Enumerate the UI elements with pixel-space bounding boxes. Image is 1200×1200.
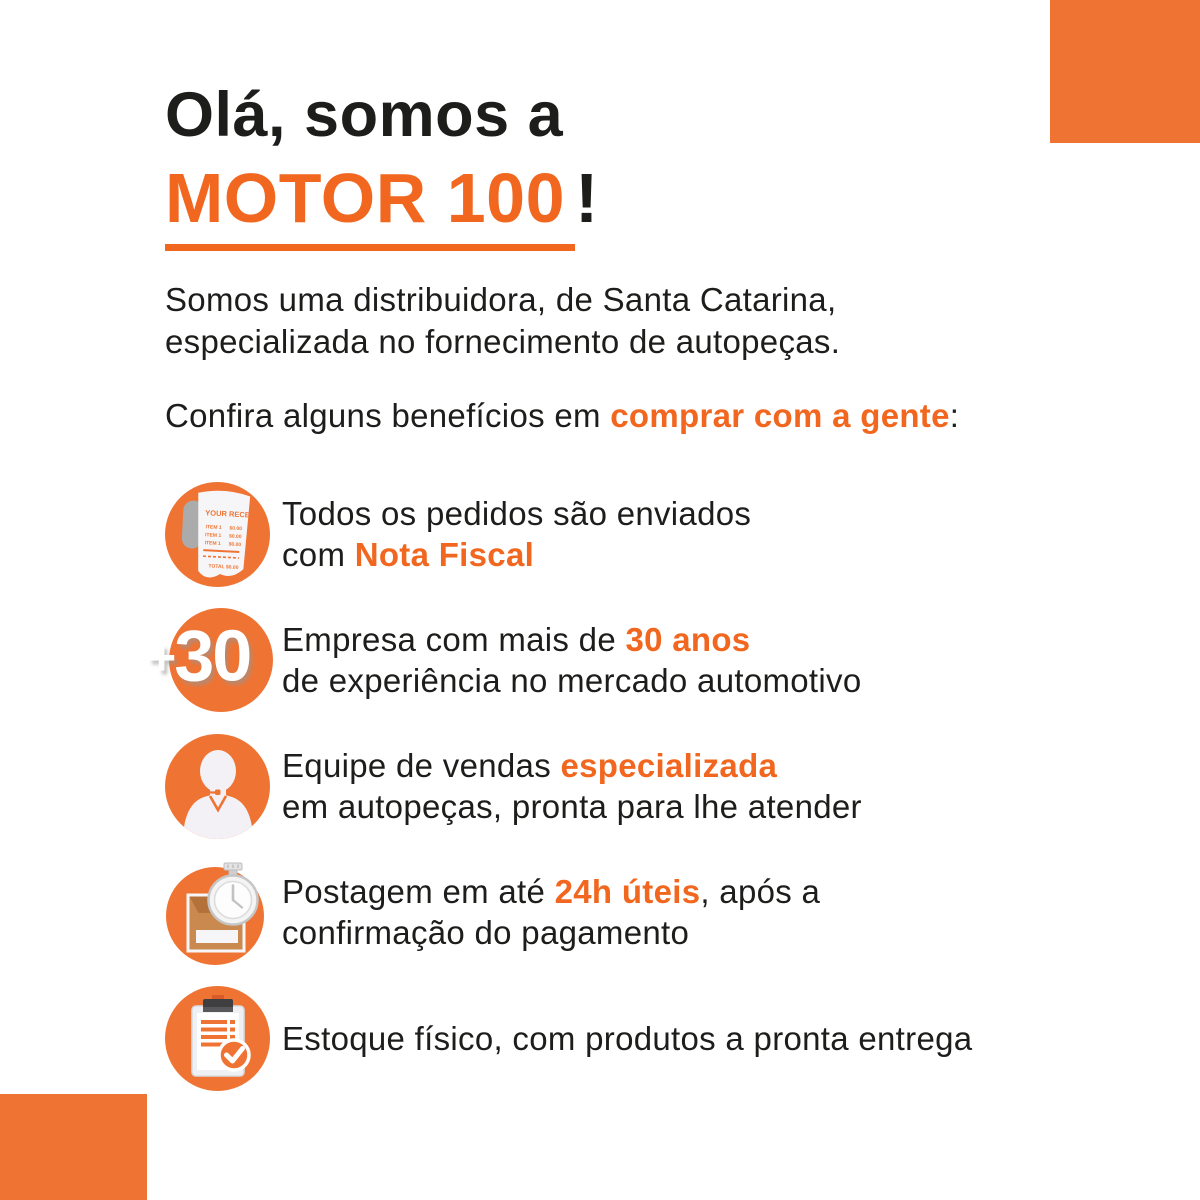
brand-name: MOTOR 100 <box>165 159 575 251</box>
main-content <box>147 80 1125 1112</box>
benefit-postagem <box>165 860 1125 965</box>
receipt-header-text: YOUR RECEIPT <box>205 507 262 520</box>
benefits-list <box>147 482 1125 1091</box>
benefit-4-line-1-prefix: Postagem em até <box>282 872 555 910</box>
intro-line-2: especializada no fornecimento de autopeças. <box>165 323 841 361</box>
benefit-1-line-2-prefix: com <box>282 536 355 574</box>
shipping-stopwatch-icon <box>165 860 270 965</box>
receipt-icon <box>165 482 270 587</box>
badge-number: 30 <box>174 616 251 697</box>
benefit-2-line-1-prefix: Empresa com mais de <box>282 620 626 658</box>
lead-highlight: comprar com a gente <box>610 397 950 435</box>
intro-line-1: Somos uma distribuidora, de Santa Catarina, <box>165 281 837 318</box>
benefit-3-line-1-prefix: Equipe de vendas <box>282 746 561 784</box>
benefit-3-line-2: em autopeças, pronta para lhe atender <box>282 788 862 826</box>
benefit-text <box>282 619 861 702</box>
benefit-4-line-1-suffix: , após a <box>700 872 821 910</box>
benefit-estoque <box>165 986 1125 1091</box>
checklist-clipboard-icon <box>165 986 270 1091</box>
benefit-1-line-1: Todos os pedidos são enviados <box>282 494 752 532</box>
benefit-4-line-2: confirmação do pagamento <box>282 914 690 952</box>
receipt-row-label: ITEM 1 <box>204 531 222 539</box>
benefits-lead <box>165 395 1125 437</box>
badge-text <box>147 616 250 698</box>
benefit-30-anos <box>147 608 1125 713</box>
lead-suffix: : <box>949 397 960 435</box>
brand-exclamation: ! <box>575 159 599 237</box>
page-title <box>165 80 1125 237</box>
bottom-left-decor-square <box>0 1094 147 1200</box>
plus-30-badge <box>147 608 270 713</box>
benefit-2-highlight: 30 anos <box>625 620 751 658</box>
title-greeting: Olá, somos a <box>165 80 564 150</box>
benefit-2-line-2: de experiência no mercado automotivo <box>282 662 862 700</box>
benefit-5-line-1: Estoque físico, com produtos a pronta entrega <box>282 1019 973 1057</box>
benefit-text <box>282 745 862 828</box>
receipt-row-value: $0.00 <box>228 541 242 548</box>
benefit-text <box>282 1018 972 1059</box>
badge-plus-sign: + <box>147 629 175 686</box>
benefit-3-highlight: especializada <box>560 746 778 784</box>
benefit-4-highlight: 24h úteis <box>554 872 701 910</box>
benefit-nota-fiscal <box>165 482 1125 587</box>
title-brand-line <box>165 159 1125 237</box>
receipt-row-label: ITEM 1 <box>205 523 222 531</box>
receipt-row-label: ITEM 1 <box>204 539 221 547</box>
receipt-total-text: TOTAL $0.00 <box>208 563 239 571</box>
lead-prefix: Confira alguns benefícios em <box>165 397 611 435</box>
receipt-row-value: $0.00 <box>229 525 243 532</box>
benefit-1-highlight: Nota Fiscal <box>354 536 535 574</box>
support-agent-icon <box>165 734 270 839</box>
receipt-row-value: $0.00 <box>228 533 242 540</box>
benefit-equipe <box>165 734 1125 839</box>
intro-paragraph <box>165 279 1125 363</box>
benefit-text <box>282 493 751 576</box>
benefit-text <box>282 871 820 954</box>
